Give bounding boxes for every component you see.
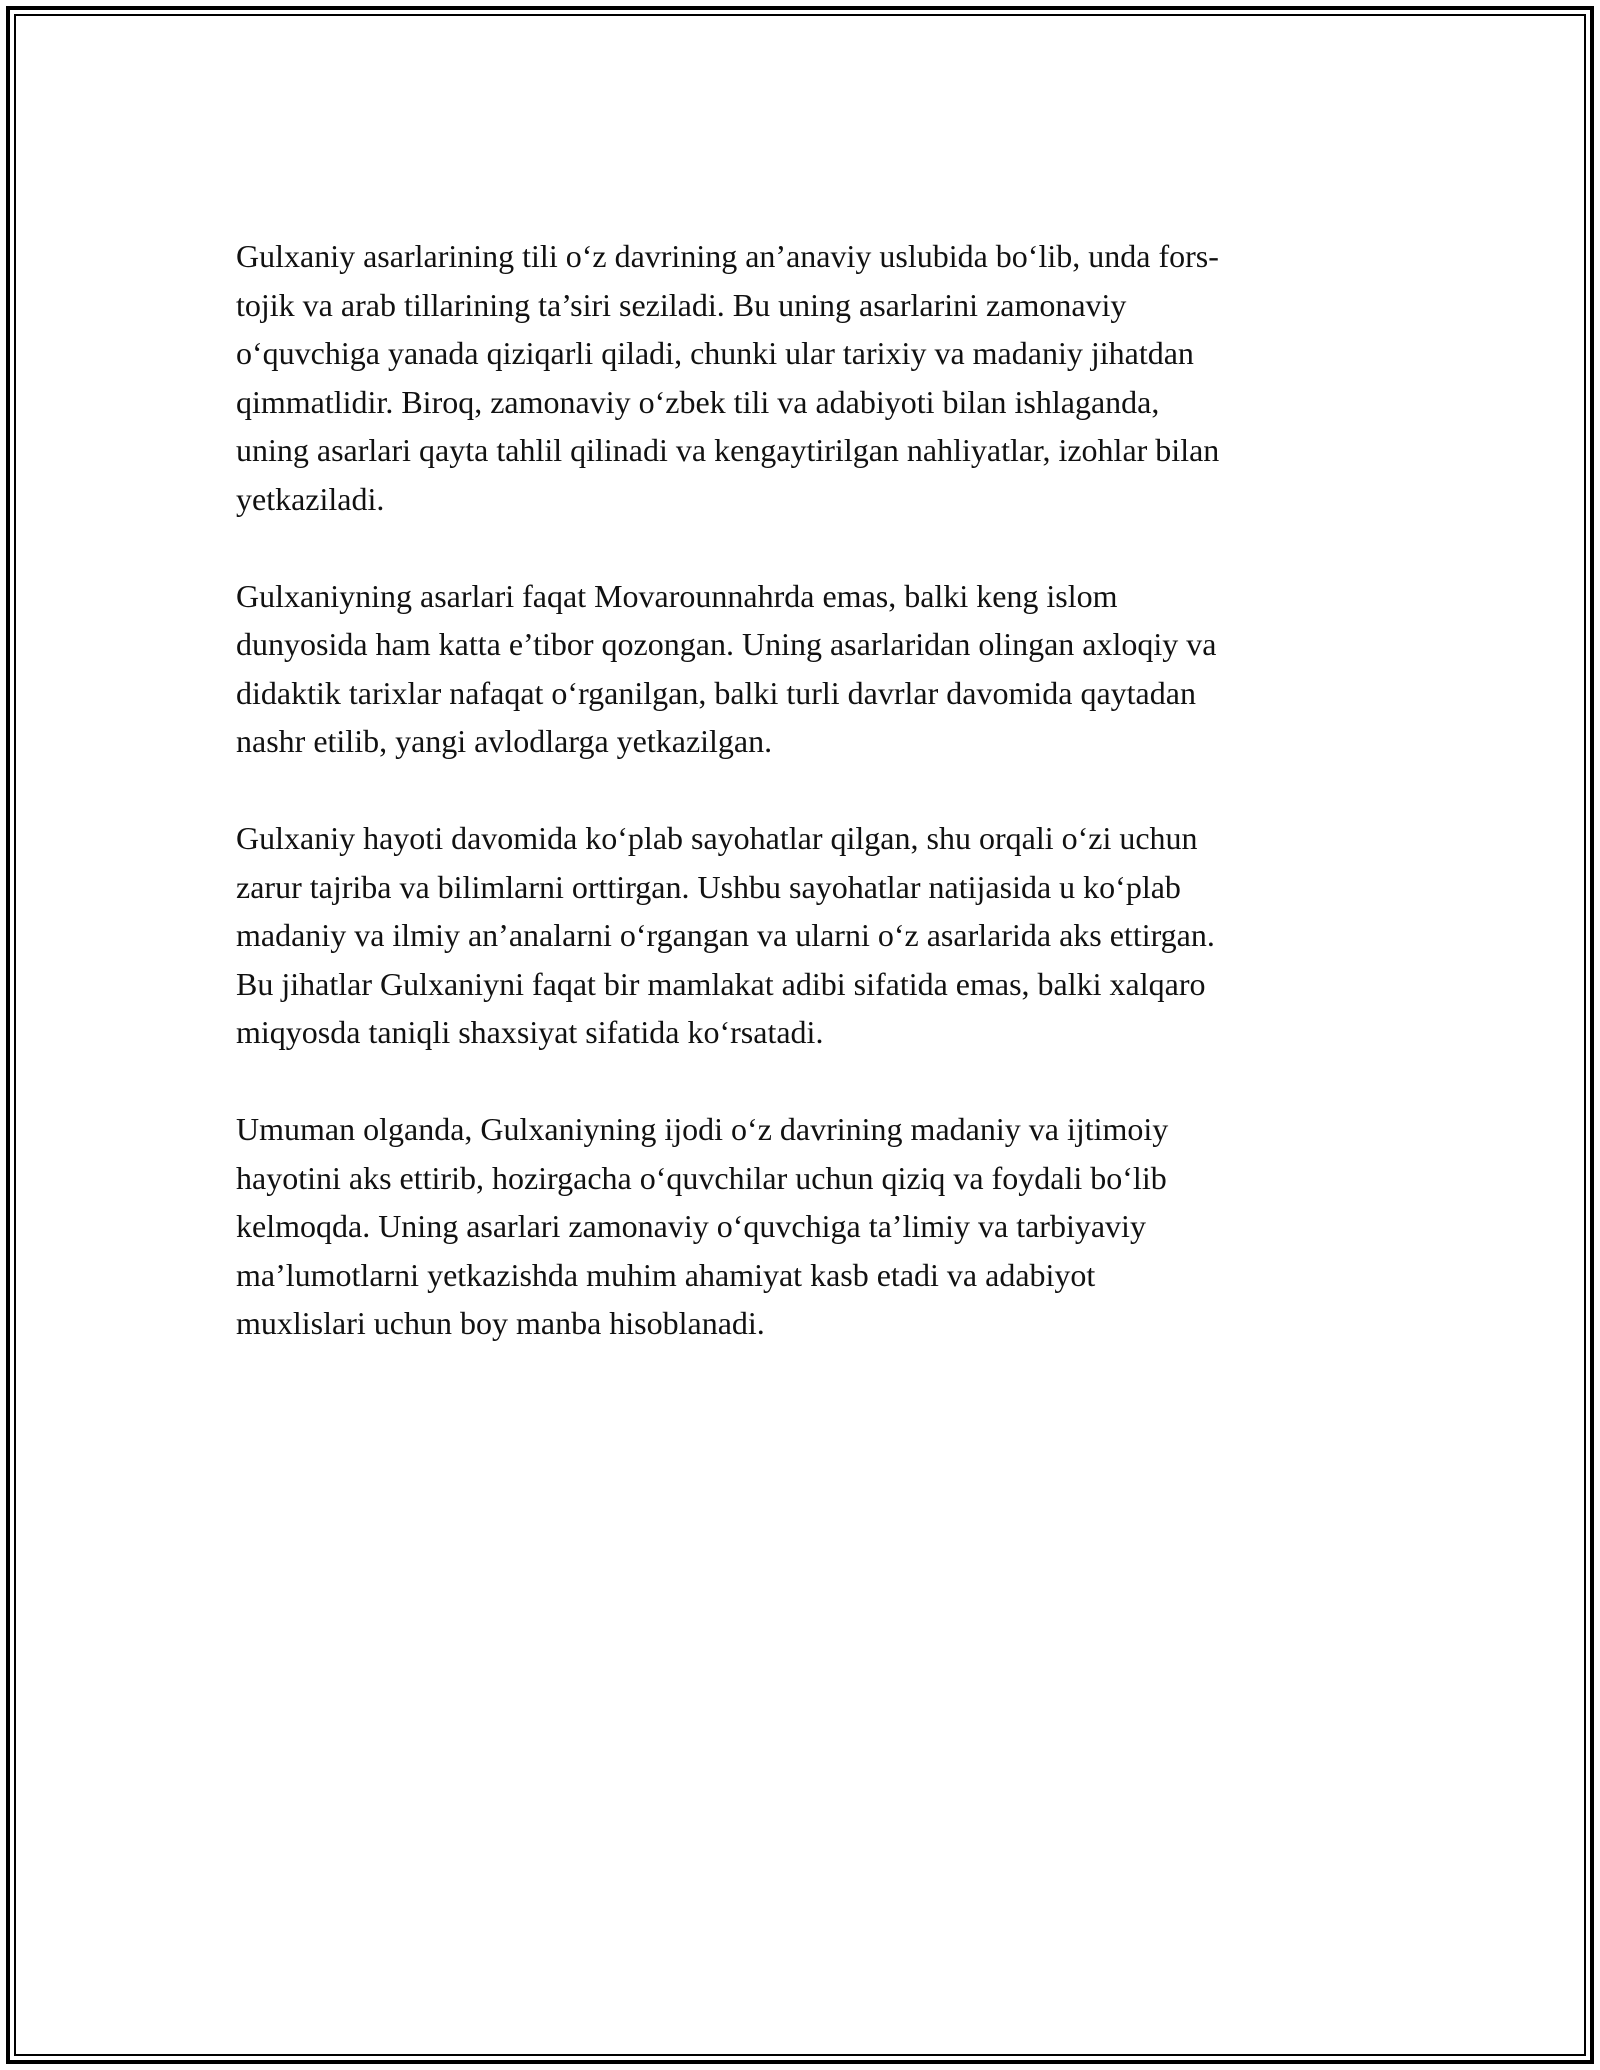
- paragraph-1: Gulxaniy asarlarining tili o‘z davrining an’anaviy uslubida bo‘lib, unda fors- tojik va arab tillarining ta’siri seziladi. Bu uning asarlarini zamonaviy o‘quvchiga yanada qiziqarli qiladi, chunki ular tarixiy va madaniy jihatdan qimmatlidir. Biroq, zamonaviy o‘zbek tili va adabiyoti bilan ishlaganda, uning asarlari qayta tahlil qilinadi va kengaytirilgan nahliyatlar, izohlar bilan yetkaziladi.: [236, 238, 1220, 517]
- paragraph-3: Gulxaniy hayoti davomida ko‘plab sayohatlar qilgan, shu orqali o‘zi uchun zarur tajriba va bilimlarni orttirgan. Ushbu sayohatlar natijasida u ko‘plab madaniy va ilmiy an’analarni o‘rgangan va ularni o‘z asarlarida aks ettirgan. Bu jihatlar Gulxaniyni faqat bir mamlakat adibi sifatida emas, balki xalqaro miqyosda taniqli shaxsiyat sifatida ko‘rsatadi.: [236, 820, 1215, 1050]
- document-body: [236, 232, 1376, 1396]
- paragraph-4: Umuman olganda, Gulxaniyning ijodi o‘z davrining madaniy va ijtimoiy hayotini aks ettirib, hozirgacha o‘quvchilar uchun qiziq va foydali bo‘lib kelmoqda. Uning asarlari zamonaviy o‘quvchiga ta’limiy va tarbiyaviy ma’lumotlarni yetkazishda muhim ahamiyat kasb etadi va adabiyot muxlislari uchun boy manba hisoblanadi.: [236, 1111, 1169, 1341]
- paragraph-2: Gulxaniyning asarlari faqat Movarounnahrda emas, balki keng islom dunyosida ham katta e’tibor qozongan. Uning asarlaridan olingan axloqiy va didaktik tarixlar nafaqat o‘rganilgan, balki turli davrlar davomida qaytadan nashr etilib, yangi avlodlarga yetkazilgan.: [236, 577, 1217, 759]
